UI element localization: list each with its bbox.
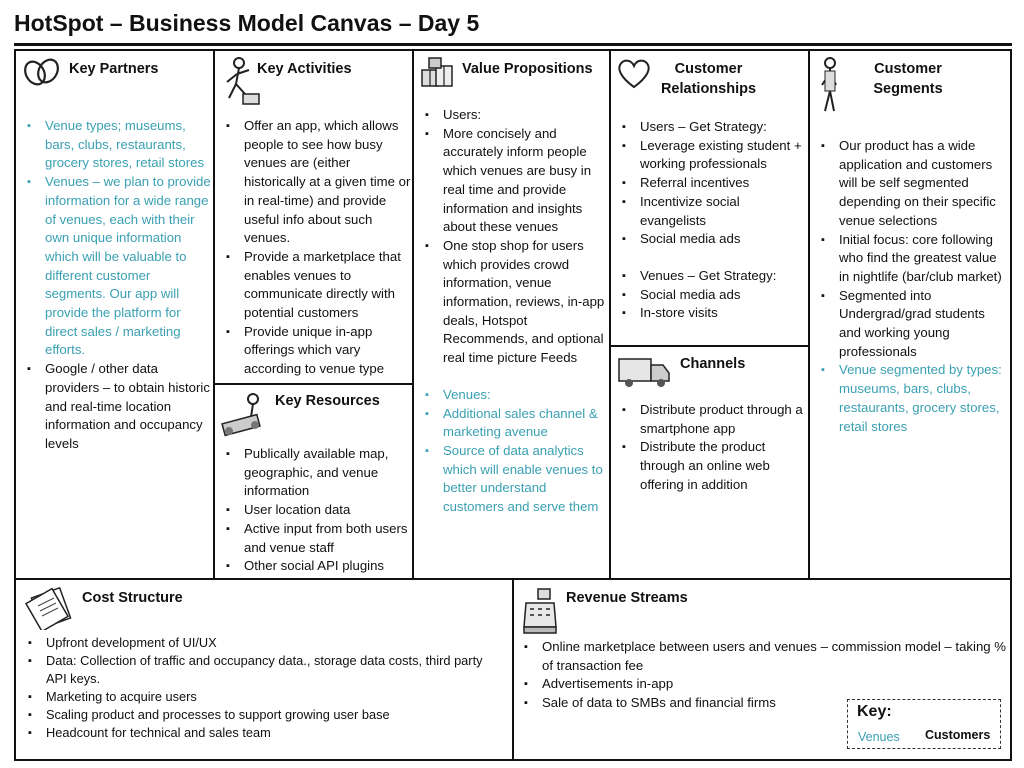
customer-segments-list [819, 137, 1009, 436]
cost-structure-heading: Cost Structure [82, 590, 183, 606]
key-partners-list [25, 117, 213, 454]
customer-relationships-heading: Customer Relationships [660, 61, 757, 97]
value-propositions-heading: Value Propositions [462, 61, 593, 77]
list-item: ▪ Venue segmented by types: museums, bars, clubs, restaurants, grocery stores, retail stores [819, 361, 1009, 436]
list-item: ▪ Social media ads [620, 286, 808, 305]
value-propositions-list [423, 106, 609, 517]
channels-section [609, 345, 810, 580]
list-item: ▪ Venue types; museums, bars, clubs, restaurants, grocery stores, retail stores [25, 117, 213, 173]
cash-register-icon [520, 585, 560, 637]
key-resources-list [224, 445, 412, 576]
list-item: ▪ Venues – Get Strategy: [620, 267, 808, 286]
chain-links-icon [22, 55, 62, 89]
cost-structure-section [14, 578, 514, 761]
revenue-streams-heading: Revenue Streams [566, 590, 688, 606]
list-item: ▪ In-store visits [620, 304, 808, 323]
page-title: HotSpot – Business Model Canvas – Day 5 [14, 10, 480, 36]
key-resources-section [213, 383, 414, 580]
heart-icon [616, 57, 652, 89]
list-item: ▪ Venues – we plan to provide information for a wide range of venues, each with their own unique information which will be valuable to different customer segments. Our app will provide the platform for direct sales / marketing efforts. [25, 173, 213, 360]
key-partners-heading: Key Partners [69, 61, 159, 77]
list-item: ▪ Offer an app, which allows people to see how busy venues are (either historically at a given time or in real-time) and provide useful info about such venues. [224, 117, 412, 248]
list-item: ▪ Sale of data to SMBs and financial firms [522, 694, 1006, 713]
list-item: ▪ Incentivize social evangelists [620, 193, 808, 230]
list-item: ▪ Venues: [423, 386, 609, 405]
list-item: ▪ One stop shop for users which provides crowd information, venue information, reviews, in-app deals, Hotspot Recommends, and optional real time picture Feeds [423, 237, 609, 368]
list-item: ▪ Active input from both users and venue staff [224, 520, 412, 557]
list-item: ▪ Upfront development of UI/UX [26, 634, 500, 652]
list-item: ▪ Segmented into Undergrad/grad students and working young professionals [819, 287, 1009, 362]
list-item: ▪ Google / other data providers – to obtain historic and real-time location information and occupancy levels [25, 360, 213, 454]
key-resources-heading: Key Resources [275, 393, 380, 409]
list-item: ▪ Provide a marketplace that enables venues to communicate directly with potential customers [224, 248, 412, 323]
customer-relationships-section [609, 49, 810, 347]
list-item: ▪ Users – Get Strategy: [620, 118, 808, 137]
customer-segments-section [808, 49, 1012, 580]
list-item: ▪ Social media ads [620, 230, 808, 249]
key-customers-label: Customers [925, 728, 991, 742]
list-item: ▪ Scaling product and processes to support growing user base [26, 706, 500, 724]
gift-packages-icon [419, 54, 457, 94]
list-item: ▪ User location data [224, 501, 412, 520]
list-item: ▪ Distribute product through a smartphone app [620, 401, 808, 438]
list-item: ▪ Leverage existing student + working professionals [620, 137, 808, 174]
delivery-truck-icon [617, 355, 671, 391]
list-item: ▪ Headcount for technical and sales team [26, 724, 500, 742]
list-item: ▪ Provide unique in-app offerings which vary according to venue type [224, 323, 412, 379]
color-key [847, 699, 1001, 749]
list-item: ▪ Marketing to acquire users [26, 688, 500, 706]
list-item: ▪ Distribute the product through an online web offering in addition [620, 438, 808, 494]
cost-structure-list [26, 634, 500, 742]
list-item: ▪ Users: [423, 106, 609, 125]
channels-list [620, 401, 808, 495]
list-item: ▪ Publically available map, geographic, and venue information [224, 445, 412, 501]
list-item: ▪ More concisely and accurately inform people which venues are busy in real time and provide information and insights about these venues [423, 125, 609, 237]
key-activities-list [224, 117, 412, 379]
list-item: ▪ Advertisements in-app [522, 675, 1006, 694]
list-item: ▪ Our product has a wide application and customers will be self segmented depending on their specific venue selections [819, 137, 1009, 231]
list-item: ▪ Online marketplace between users and venues – commission model – taking % of transaction fee [522, 638, 1006, 675]
key-title: Key: [857, 703, 892, 720]
key-activities-section [213, 49, 414, 385]
key-activities-heading: Key Activities [257, 61, 352, 77]
channels-heading: Channels [680, 356, 746, 372]
list-item: ▪ Referral incentives [620, 174, 808, 193]
value-propositions-section [412, 49, 611, 580]
standing-person-icon [816, 55, 844, 115]
list-item: ▪ Source of data analytics which will enable venues to better understand customers and serve them [423, 442, 609, 517]
customer-segments-heading: Customer Segments [873, 61, 943, 97]
machinery-icon [219, 389, 271, 437]
key-partners-section [14, 49, 215, 580]
worker-icon [219, 54, 261, 110]
list-item: ▪ Other social API plugins [224, 557, 412, 576]
paper-stack-icon [24, 586, 74, 630]
title-underline [14, 43, 1012, 46]
customer-relationships-list [620, 118, 808, 323]
key-venues-label: Venues [858, 730, 900, 744]
list-item: ▪ Additional sales channel & marketing avenue [423, 405, 609, 442]
list-item: ▪ Data: Collection of traffic and occupancy data., storage data costs, third party API keys. [26, 652, 500, 688]
list-item: ▪ Initial focus: core following who find the greatest value in nightlife (bar/club market) [819, 231, 1009, 287]
